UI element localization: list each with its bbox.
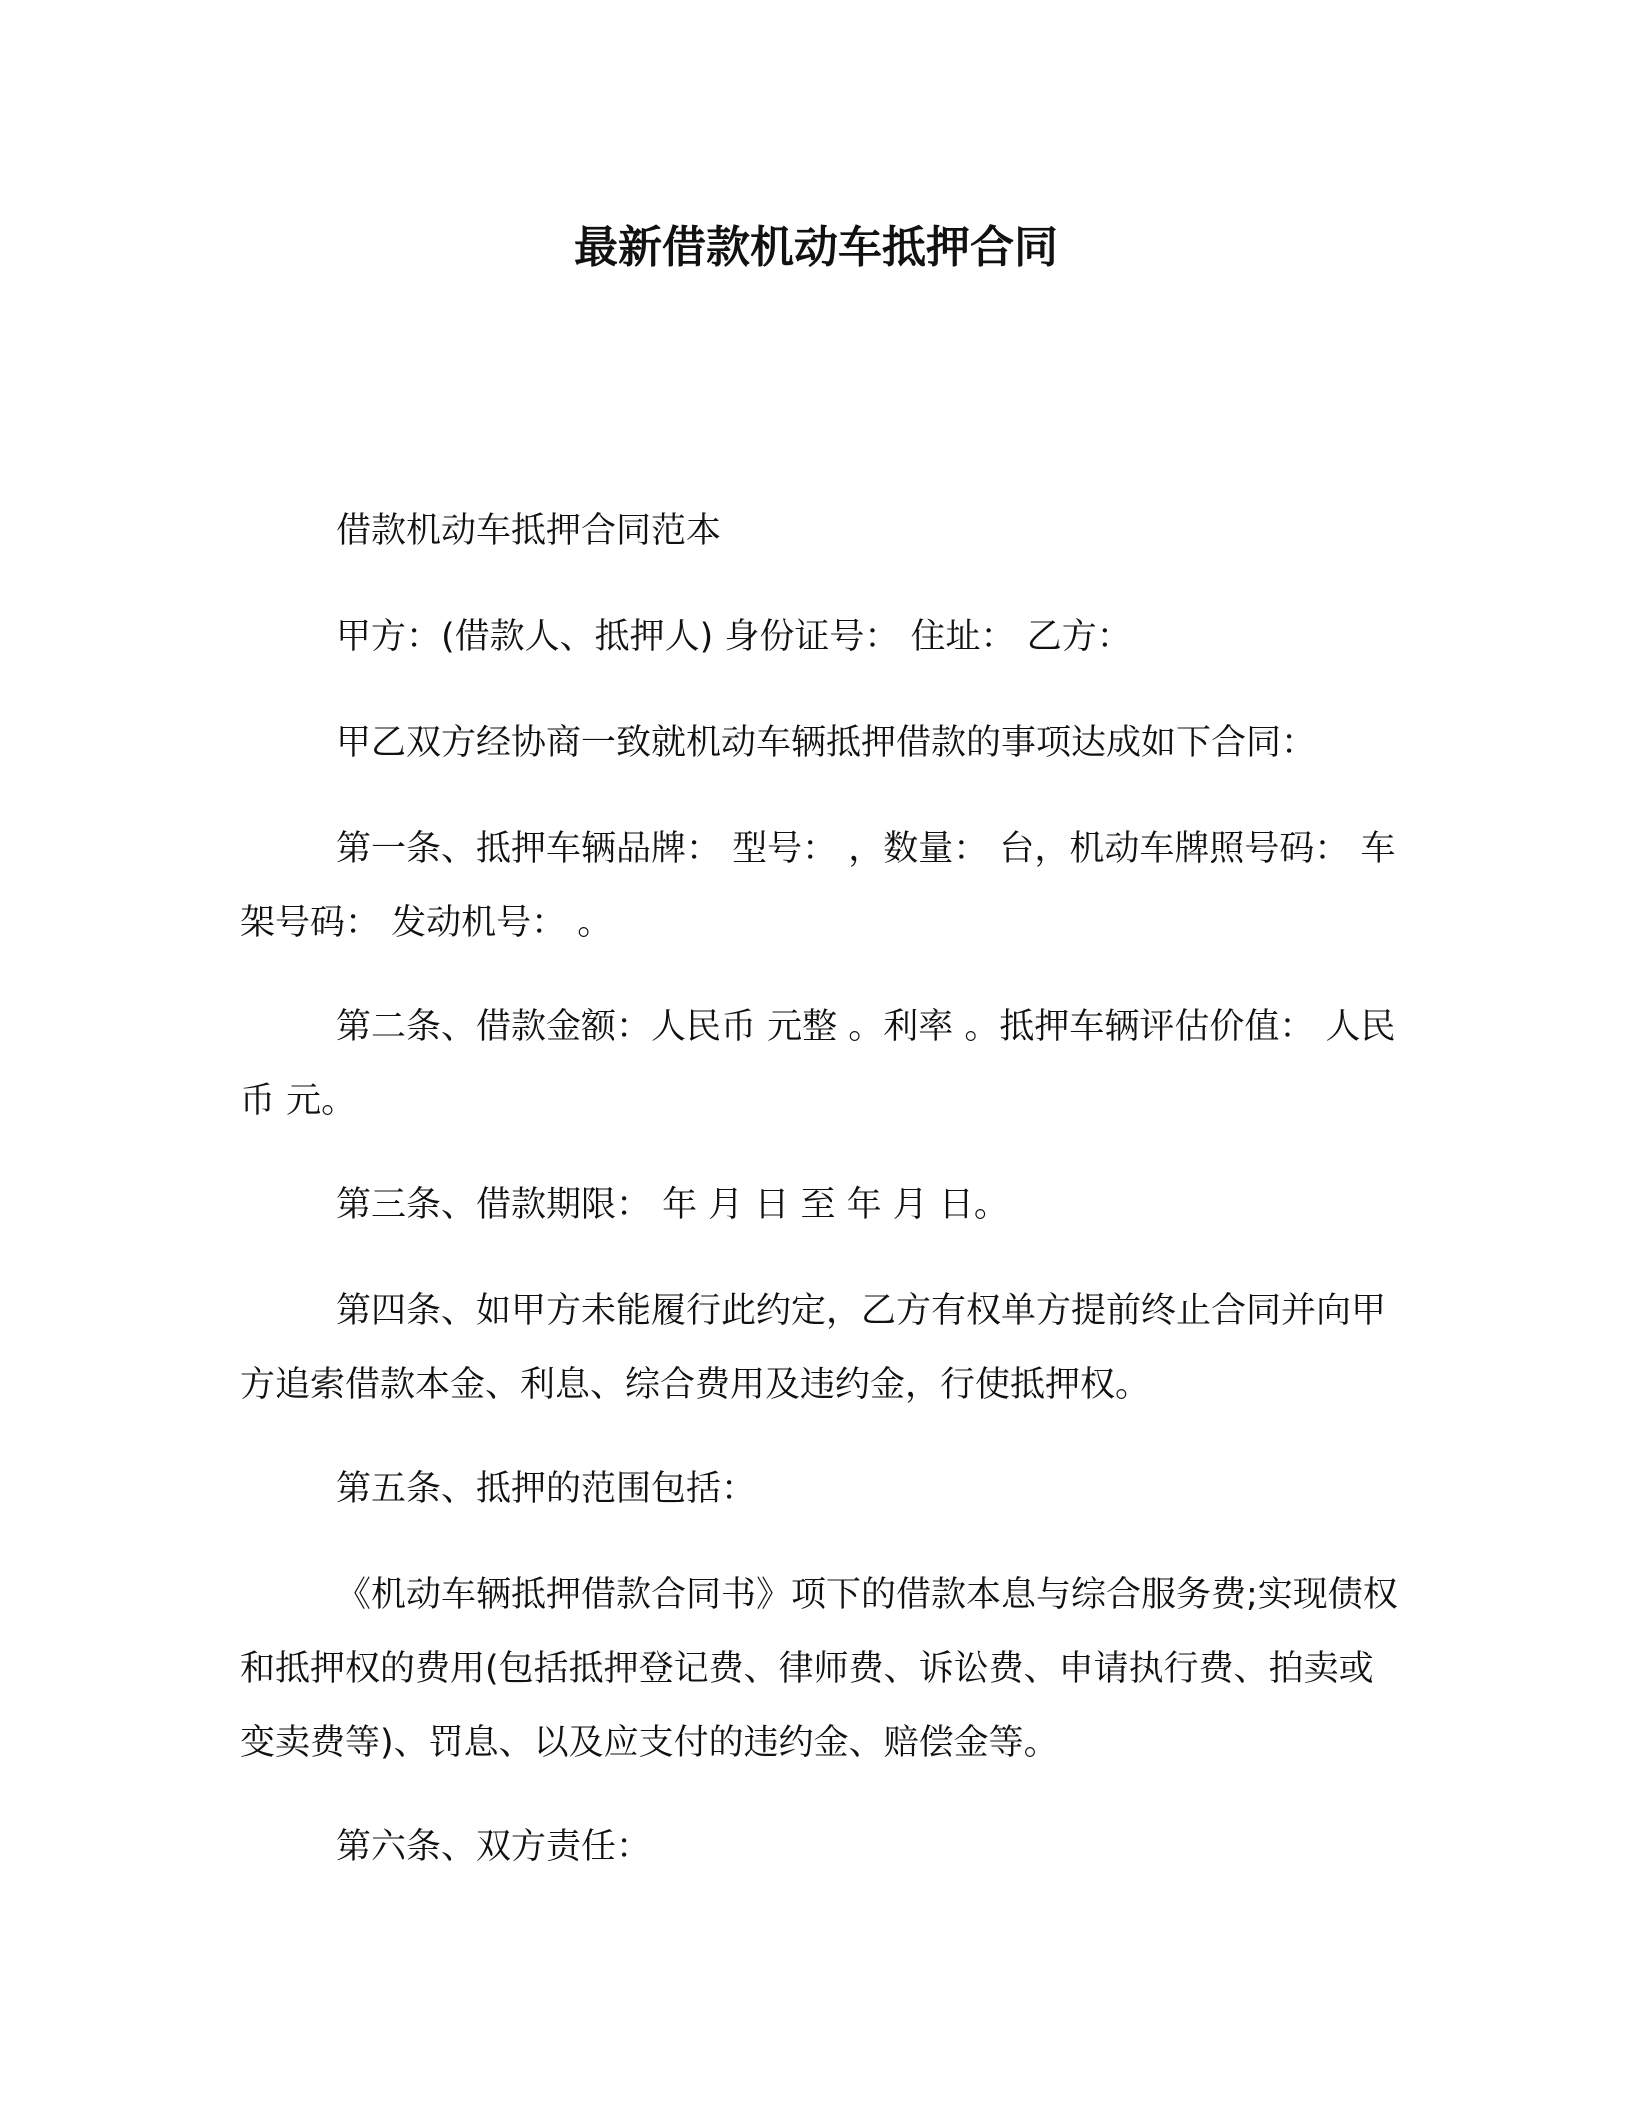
paragraph-article-5: 第五条、抵押的范围包括： [336, 1469, 757, 1509]
document-body [240, 494, 1400, 1916]
paragraph-article-3: 第三条、借款期限： 年 月 日 至 年 月 日。 [336, 1185, 1009, 1225]
paragraph-template-name: 借款机动车抵押合同范本 [336, 511, 722, 551]
paragraph-article-6: 第六条、双方责任： [336, 1827, 652, 1867]
paragraph-article-1: 第一条、抵押车辆品牌： 型号： ，数量： 台，机动车牌照号码： 车架号码： 发动机号： 。 [240, 829, 1396, 943]
paragraph-article-5-scope: 《机动车辆抵押借款合同书》项下的借款本息与综合服务费;实现债权和抵押权的费用(包括抵押登记费、律师费、诉讼费、申请执行费、拍卖或变卖费等)、罚息、以及应支付的违约金、赔偿金等。 [240, 1575, 1398, 1763]
paragraph-parties: 甲方：(借款人、抵押人) 身份证号： 住址： 乙方： [336, 617, 1132, 657]
document-title: 最新借款机动车抵押合同 [574, 222, 1058, 273]
paragraph-article-4: 第四条、如甲方未能履行此约定，乙方有权单方提前终止合同并向甲方追索借款本金、利息、综合费用及违约金，行使抵押权。 [240, 1291, 1387, 1405]
paragraph-agreement-intro: 甲乙双方经协商一致就机动车辆抵押借款的事项达成如下合同： [336, 723, 1317, 763]
paragraph-article-2: 第二条、借款金额：人民币 元整 。利率 。抵押车辆评估价值： 人民币 元。 [240, 1007, 1396, 1121]
